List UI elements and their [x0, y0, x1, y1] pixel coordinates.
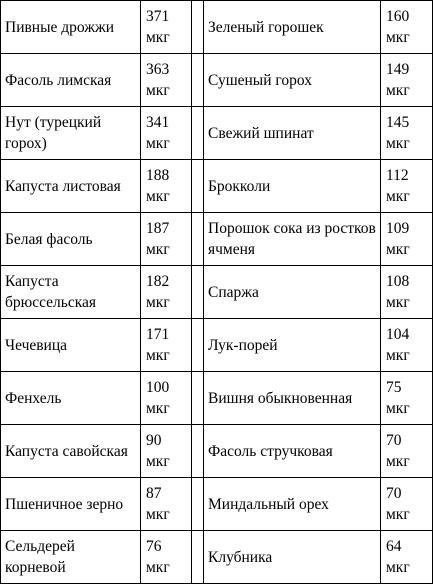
right-food-name: Свежий шпинат — [204, 107, 381, 160]
right-food-name: Лук-порей — [204, 319, 381, 372]
table-row — [1, 478, 433, 531]
table-row — [1, 266, 433, 319]
column-divider — [192, 372, 204, 425]
right-food-value: 149 мкг — [381, 54, 433, 107]
left-food-name: Белая фасоль — [1, 213, 141, 266]
left-food-name: Фасоль лимская — [1, 54, 141, 107]
table-row — [1, 54, 433, 107]
left-food-value: 100 мкг — [141, 372, 192, 425]
right-food-value: 112 мкг — [381, 160, 433, 213]
table-row — [1, 213, 433, 266]
right-food-value: 108 мкг — [381, 266, 433, 319]
left-food-value: 87 мкг — [141, 478, 192, 531]
right-food-name: Порошок сока из ростков ячменя — [204, 213, 381, 266]
table-row — [1, 107, 433, 160]
left-food-name: Капуста листовая — [1, 160, 141, 213]
left-food-value: 90 мкг — [141, 425, 192, 478]
left-food-value: 76 мкг — [141, 531, 192, 584]
column-divider — [192, 1, 204, 54]
right-food-value: 160 мкг — [381, 1, 433, 54]
left-food-value: 187 мкг — [141, 213, 192, 266]
right-food-name: Сушеный горох — [204, 54, 381, 107]
table-row — [1, 531, 433, 584]
right-food-value: 70 мкг — [381, 425, 433, 478]
table-row — [1, 160, 433, 213]
right-food-value: 64 мкг — [381, 531, 433, 584]
left-food-value: 188 мкг — [141, 160, 192, 213]
left-food-value: 182 мкг — [141, 266, 192, 319]
table-row — [1, 372, 433, 425]
right-food-value: 70 мкг — [381, 478, 433, 531]
left-food-value: 371 мкг — [141, 1, 192, 54]
column-divider — [192, 531, 204, 584]
column-divider — [192, 319, 204, 372]
left-food-name: Пивные дрожжи — [1, 1, 141, 54]
column-divider — [192, 107, 204, 160]
column-divider — [192, 266, 204, 319]
table-row — [1, 425, 433, 478]
left-food-name: Сельдерей корневой — [1, 531, 141, 584]
right-food-name: Фасоль стручковая — [204, 425, 381, 478]
right-food-value: 145 мкг — [381, 107, 433, 160]
left-food-value: 363 мкг — [141, 54, 192, 107]
column-divider — [192, 213, 204, 266]
column-divider — [192, 425, 204, 478]
right-food-value: 104 мкг — [381, 319, 433, 372]
column-divider — [192, 54, 204, 107]
left-food-name: Нут (турецкий горох) — [1, 107, 141, 160]
right-food-value: 109 мкг — [381, 213, 433, 266]
right-food-value: 75 мкг — [381, 372, 433, 425]
table-row — [1, 1, 433, 54]
left-food-name: Капуста брюссельская — [1, 266, 141, 319]
left-food-name: Капуста савойская — [1, 425, 141, 478]
right-food-name: Брокколи — [204, 160, 381, 213]
table-row — [1, 319, 433, 372]
left-food-name: Чечевица — [1, 319, 141, 372]
left-food-value: 171 мкг — [141, 319, 192, 372]
left-food-value: 341 мкг — [141, 107, 192, 160]
right-food-name: Миндальный орех — [204, 478, 381, 531]
right-food-name: Спаржа — [204, 266, 381, 319]
right-food-name: Зеленый горошек — [204, 1, 381, 54]
right-food-name: Вишня обыкновенная — [204, 372, 381, 425]
column-divider — [192, 478, 204, 531]
left-food-name: Фенхель — [1, 372, 141, 425]
column-divider — [192, 160, 204, 213]
right-food-name: Клубника — [204, 531, 381, 584]
left-food-name: Пшеничное зерно — [1, 478, 141, 531]
